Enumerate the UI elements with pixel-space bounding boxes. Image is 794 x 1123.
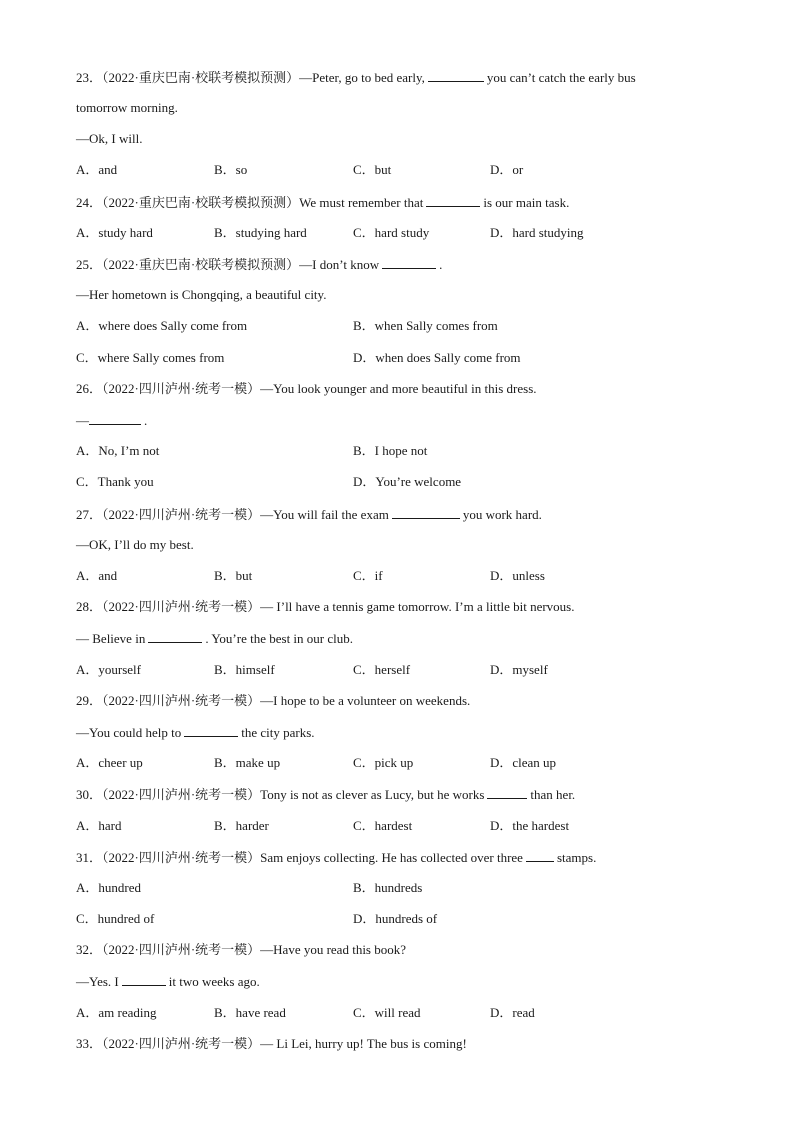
question-28-reply	[76, 630, 726, 647]
option-c[interactable]: C．pick up	[353, 755, 414, 770]
option-a[interactable]: A．hard	[76, 818, 122, 833]
answer-blank	[122, 973, 166, 986]
question-25-reply: —Her hometown is Chongqing, a beautiful city.	[76, 287, 327, 302]
reply-text: .	[144, 413, 148, 428]
option-d[interactable]: D．or	[490, 162, 524, 177]
answer-blank	[184, 724, 238, 737]
option-a[interactable]: A．and	[76, 162, 118, 177]
stem-text: 30．（2022·四川泸州·统考一模）Tony is not as clever as Lucy, but he works	[76, 787, 485, 802]
stem-text: 24．（2022·重庆巴南·校联考模拟预测）We must remember that	[76, 195, 424, 210]
option-d[interactable]: D．clean up	[490, 755, 557, 770]
option-c[interactable]: C．hard study	[353, 225, 430, 240]
option-c[interactable]: C．will read	[353, 1005, 421, 1020]
question-28-stem: 28．（2022·四川泸州·统考一模）— I’ll have a tennis game tomorrow. I’m a little bit nervous.	[76, 599, 575, 614]
option-c[interactable]: C．hundred of	[76, 911, 155, 926]
option-d[interactable]: D．unless	[490, 568, 545, 583]
question-31-stem	[76, 849, 726, 866]
option-b[interactable]: B．when Sally comes from	[353, 318, 498, 333]
option-b[interactable]: B．hundreds	[353, 880, 423, 895]
stem-text: 31．（2022·四川泸州·统考一模）Sam enjoys collecting. He has collected over three	[76, 850, 523, 865]
option-b[interactable]: B．himself	[214, 662, 275, 677]
option-a[interactable]: A．and	[76, 568, 118, 583]
question-23-reply: —Ok, I will.	[76, 131, 143, 146]
question-29-stem: 29．（2022·四川泸州·统考一模）—I hope to be a volunteer on weekends.	[76, 693, 471, 708]
reply-text: —	[76, 413, 89, 428]
question-26-reply	[76, 412, 726, 429]
option-b[interactable]: B．so	[214, 162, 248, 177]
question-30-stem	[76, 786, 726, 803]
option-b[interactable]: B．I hope not	[353, 443, 428, 458]
option-c[interactable]: C．but	[353, 162, 392, 177]
option-c[interactable]: C．hardest	[353, 818, 413, 833]
option-a[interactable]: A．study hard	[76, 225, 153, 240]
option-d[interactable]: D．the hardest	[490, 818, 570, 833]
option-a[interactable]: A．where does Sally come from	[76, 318, 248, 333]
question-27-reply: —OK, I’ll do my best.	[76, 537, 194, 552]
stem-text: stamps.	[556, 850, 597, 865]
question-32-reply	[76, 973, 726, 990]
reply-text: . You’re the best in our club.	[205, 631, 354, 646]
question-23-stem-cont: tomorrow morning.	[76, 100, 178, 115]
reply-text: —You could help to	[76, 725, 182, 740]
question-26-stem: 26．（2022·四川泸州·统考一模）—You look younger and more beautiful in this dress.	[76, 381, 537, 396]
reply-text: the city parks.	[241, 725, 315, 740]
option-d[interactable]: D．myself	[490, 662, 548, 677]
option-d[interactable]: D．when does Sally come from	[353, 350, 521, 365]
option-b[interactable]: B．studying hard	[214, 225, 307, 240]
option-c[interactable]: C．Thank you	[76, 474, 154, 489]
option-d[interactable]: D．read	[490, 1005, 535, 1020]
stem-text: 23．（2022·重庆巴南·校联考模拟预测）—Peter, go to bed early,	[76, 70, 425, 85]
answer-blank	[487, 786, 527, 799]
option-b[interactable]: B．make up	[214, 755, 281, 770]
stem-text: you can’t catch the early bus	[486, 70, 636, 85]
answer-blank	[148, 630, 202, 643]
answer-blank	[89, 412, 141, 425]
answer-blank	[428, 69, 484, 82]
option-d[interactable]: D．You’re welcome	[353, 474, 462, 489]
option-d[interactable]: D．hundreds of	[353, 911, 438, 926]
stem-text: than her.	[530, 787, 576, 802]
option-a[interactable]: A．am reading	[76, 1005, 157, 1020]
answer-blank	[392, 506, 460, 519]
stem-text: 25．（2022·重庆巴南·校联考模拟预测）—I don’t know	[76, 257, 380, 272]
question-32-stem: 32．（2022·四川泸州·统考一模）—Have you read this book?	[76, 942, 407, 957]
answer-blank	[426, 194, 480, 207]
question-29-reply	[76, 724, 726, 741]
answer-blank	[526, 849, 554, 862]
stem-text: is our main task.	[483, 195, 570, 210]
option-a[interactable]: A．No, I’m not	[76, 443, 160, 458]
option-d[interactable]: D．hard studying	[490, 225, 584, 240]
reply-text: it two weeks ago.	[168, 974, 260, 989]
option-a[interactable]: A．yourself	[76, 662, 141, 677]
option-b[interactable]: B．harder	[214, 818, 269, 833]
option-b[interactable]: B．have read	[214, 1005, 286, 1020]
option-b[interactable]: B．but	[214, 568, 253, 583]
option-c[interactable]: C．if	[353, 568, 383, 583]
reply-text: —Yes. I	[76, 974, 119, 989]
answer-blank	[382, 256, 436, 269]
question-33-stem: 33．（2022·四川泸州·统考一模）— Li Lei, hurry up! The bus is coming!	[76, 1036, 467, 1051]
question-27-stem	[76, 506, 726, 523]
option-a[interactable]: A．cheer up	[76, 755, 143, 770]
reply-text: — Believe in	[76, 631, 146, 646]
option-c[interactable]: C．herself	[353, 662, 411, 677]
option-c[interactable]: C．where Sally comes from	[76, 350, 225, 365]
question-25-stem	[76, 256, 726, 273]
stem-text: .	[439, 257, 443, 272]
question-23-stem	[76, 69, 726, 86]
question-24-stem	[76, 194, 726, 211]
stem-text: you work hard.	[462, 507, 542, 522]
option-a[interactable]: A．hundred	[76, 880, 141, 895]
stem-text: 27．（2022·四川泸州·统考一模）—You will fail the exam	[76, 507, 389, 522]
